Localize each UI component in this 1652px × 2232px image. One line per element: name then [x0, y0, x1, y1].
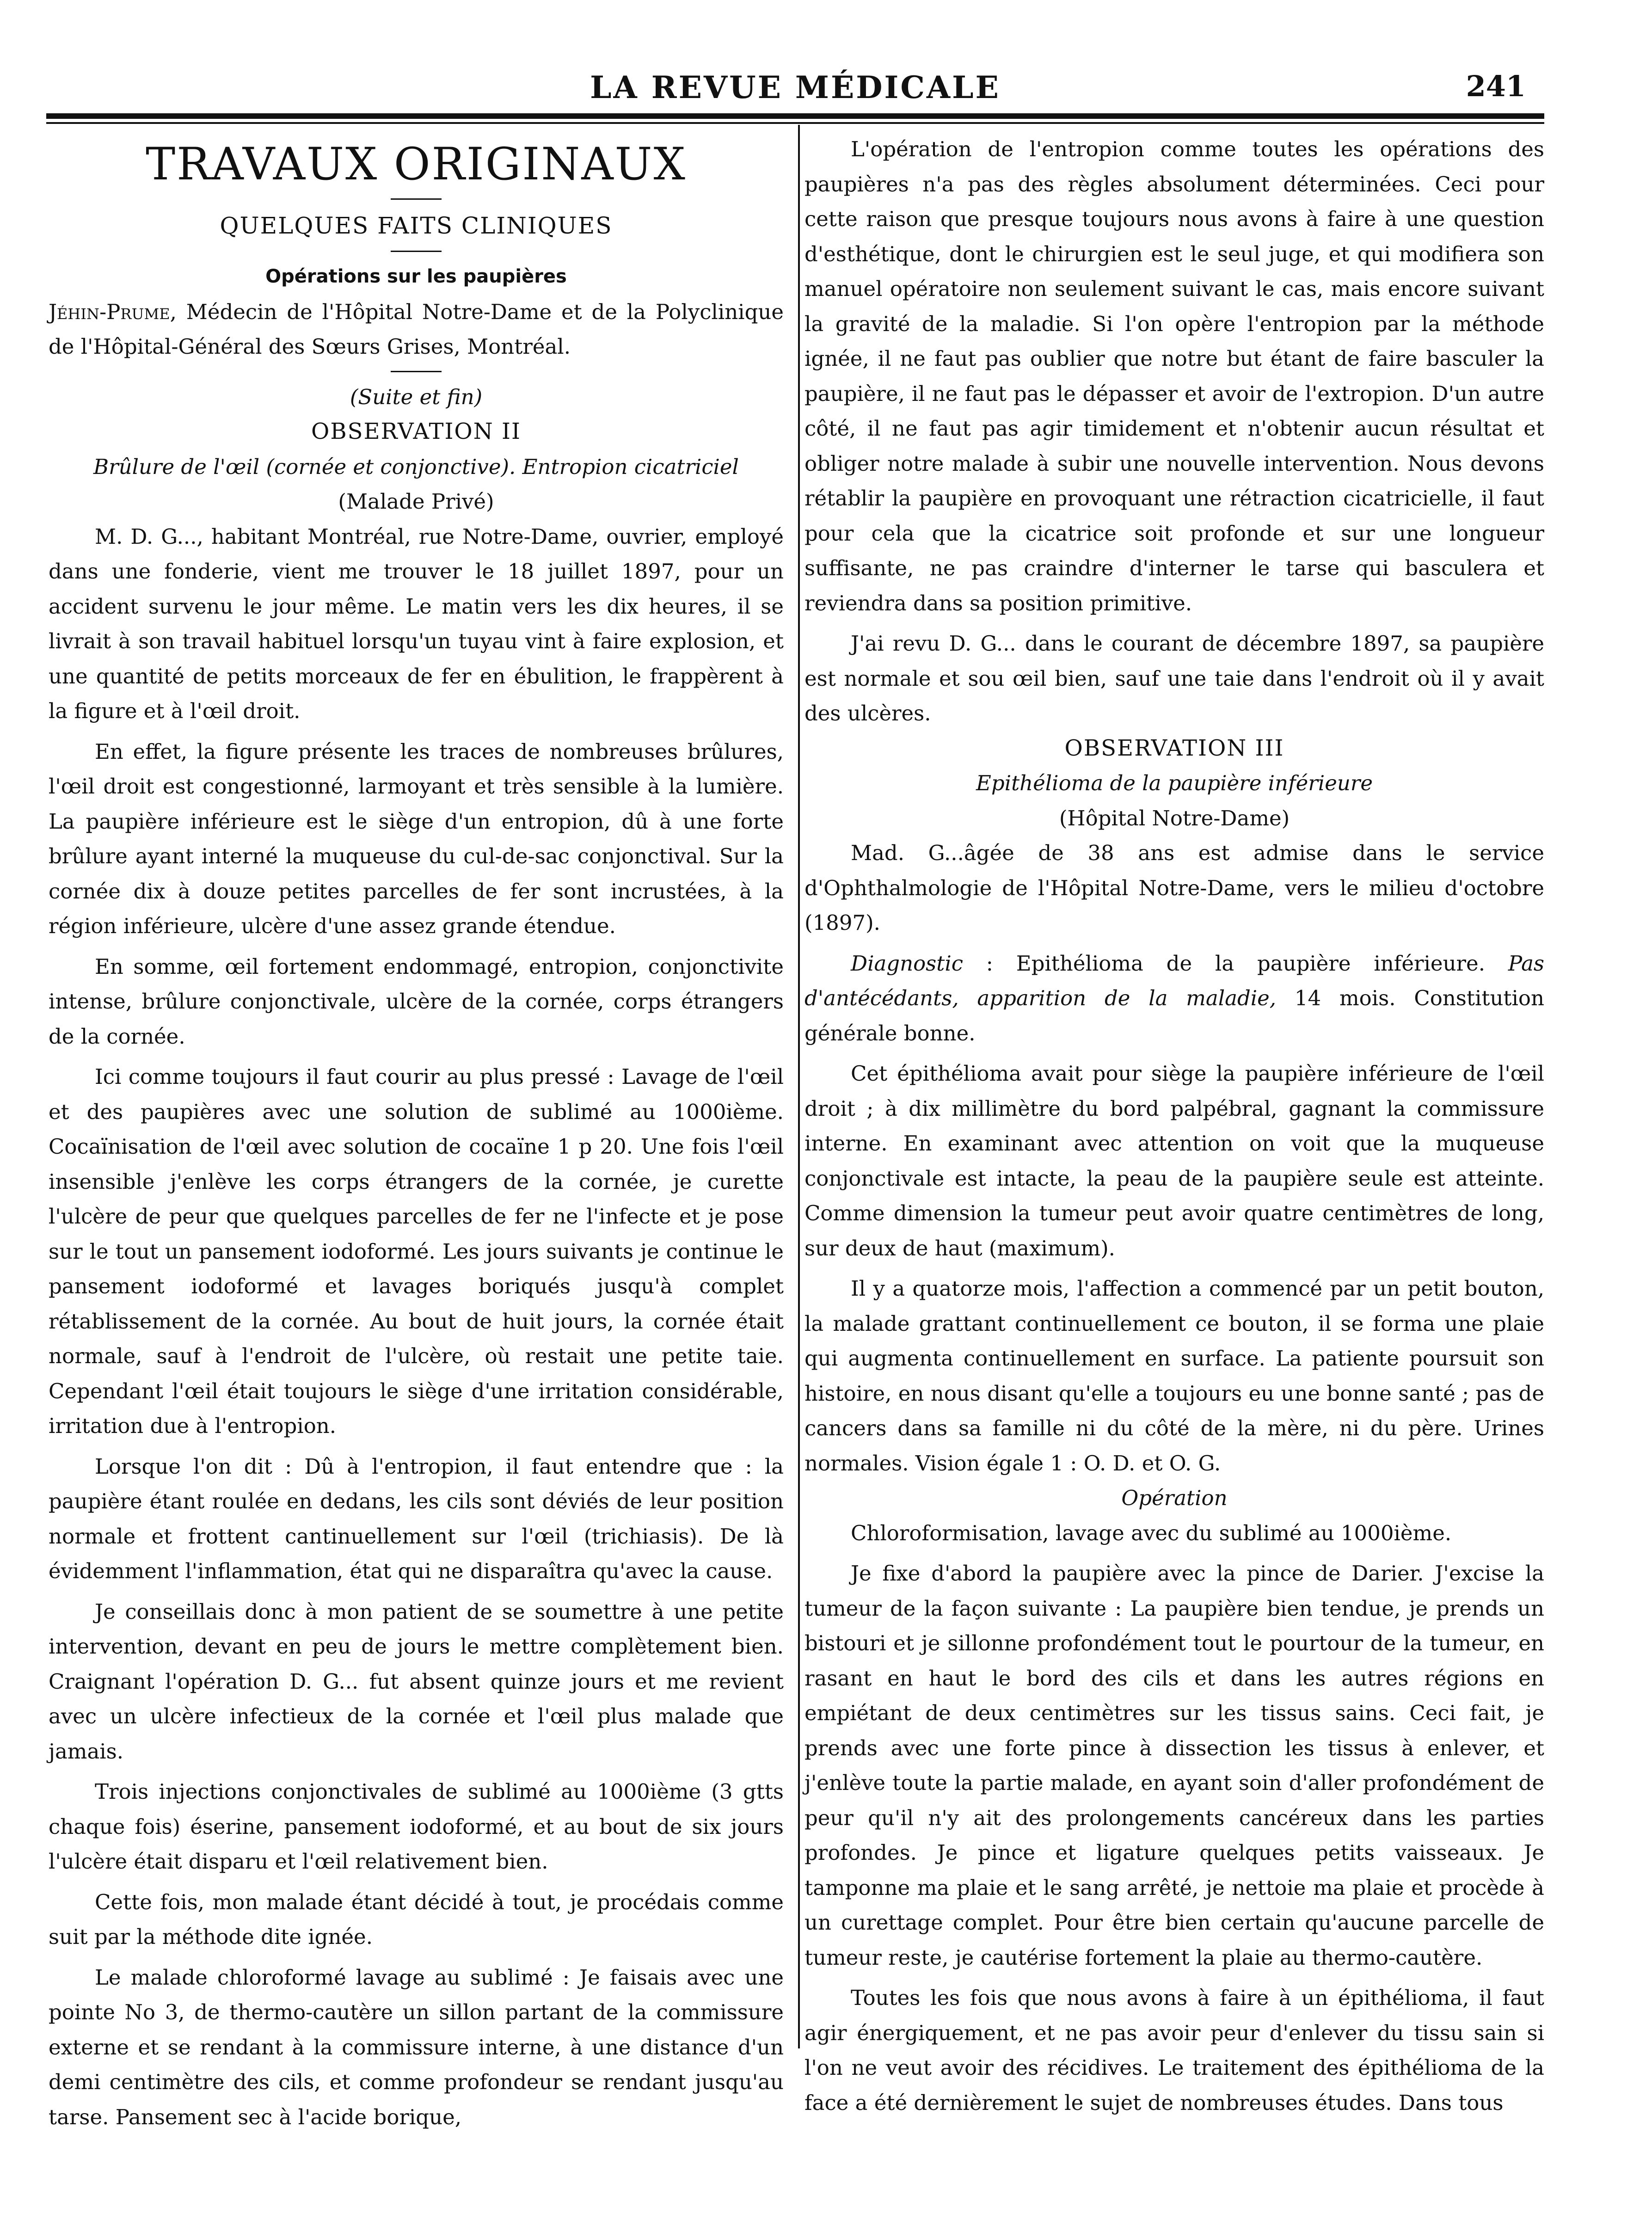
- observation-3-title: OBSERVATION III: [1064, 735, 1284, 761]
- observation-3-subtitle: Epithélioma de la paupière inférieure: [976, 771, 1373, 795]
- right-column: [805, 132, 1544, 2120]
- left-column: [49, 132, 784, 2134]
- author-rule: [391, 371, 442, 372]
- header-rule-thin: [46, 122, 1544, 124]
- page-header: [46, 69, 1544, 120]
- suite-note: (Suite et fin): [350, 384, 483, 409]
- paragraph: Il y a quatorze mois, l'affection a commencé par un petit bouton, la malade grattant continuellement ce bouton, il se forma une plaie qui augmenta continuellement en surface. La patiente poursuit son histoire, en nous disant qu'elle a toujours eu une bonne santé ; pas de cancers dans sa famille ni du côté de la mère, ni du père. Urines normales. Vision égale 1 : O. D. et O. G.: [805, 1276, 1544, 1476]
- title-rule: [391, 198, 442, 200]
- observation-2-patient: (Malade Privé): [338, 489, 494, 514]
- diagnostic-label: Diagnostic: [851, 951, 963, 976]
- paragraph: Cet épithélioma avait pour siège la paupière inférieure de l'œil droit ; à dix millimètre du bord palpébral, gagnant la commissure interne. En examinant avec attention on voit que la muqueuse conjonctivale est intacte, la peau de la paupière seule est atteinte. Comme dimension la tumeur peut avoir quatre centimètres de long, sur deux de haut (maximum).: [805, 1061, 1544, 1260]
- observation-2-title: OBSERVATION II: [311, 418, 521, 444]
- operation-heading: Opération: [1121, 1486, 1228, 1510]
- author-affiliation: , Médecin de l'Hôpital Notre-Dame et de la Polyclinique de l'Hôpital-Général des Sœurs Grises, Montréal.: [49, 299, 784, 359]
- paragraph: Lorsque l'on dit : Dû à l'entropion, il faut entendre que : la paupière étant roulée en dedans, les cils sont déviés de leur position normale et frottent cantinuellement sur l'œil (trichiasis). De là évidemment l'inflammation, état qui ne disparaîtra qu'avec la cause.: [49, 1454, 784, 1583]
- article-subtitle: QUELQUES FAITS CLINIQUES: [220, 212, 613, 239]
- author-line: [49, 295, 784, 364]
- journal-title: LA REVUE MÉDICALE: [590, 69, 1001, 105]
- paragraph: Mad. G...âgée de 38 ans est admise dans le service d'Ophthalmologie de l'Hôpital Notre-Dame, vers le milieu d'octobre (1897).: [805, 841, 1544, 935]
- observation-3-patient: (Hôpital Notre-Dame): [1059, 805, 1290, 830]
- paragraph: M. D. G..., habitant Montréal, rue Notre-Dame, ouvrier, employé dans une fonderie, vient me trouver le 18 juillet 1897, pour un accident survenu le jour même. Le matin vers les dix heures, il se livrait à son travail habituel lorsqu'un tuyau vint à faire explosion, et une quantité de petits morceaux de fer en ébulition, le frappèrent à la figure et à l'œil droit.: [49, 524, 784, 723]
- paragraph: Cette fois, mon malade étant décidé à tout, je procédais comme suit par la méthode dite ignée.: [49, 1889, 784, 1949]
- diagnostic-rest: 14 mois. Constitution générale bonne.: [805, 986, 1544, 1045]
- paragraph: En somme, œil fortement endommagé, entropion, conjonctivite intense, brûlure conjonctivale, ulcère de la cornée, corps étrangers de la cornée.: [49, 954, 784, 1049]
- paragraph: J'ai revu D. G... dans le courant de décembre 1897, sa paupière est normale et sou œil bien, sauf une taie dans l'endroit où il y avait des ulcères.: [805, 631, 1544, 726]
- section-title: TRAVAUX ORIGINAUX: [146, 138, 687, 190]
- paragraph: Ici comme toujours il faut courir au plus pressé : Lavage de l'œil et des paupières avec une solution de sublimé au 1000ième. Cocaïnisation de l'œil avec solution de cocaïne 1 p 20. Une fois l'œil insensible j'enlève les corps étrangers de la cornée, je curette l'ulcère de peur que quelques parcelles de fer ne l'infecte et je pose sur le tout un pansement iodoformé. Les jours suivants je continue le pansement iodoformé et lavages boriqués jusqu'à complet rétablissement de la cornée. Au bout de huit jours, la cornée était normale, sauf à l'endroit de l'ulcère, où restait une petite taie. Cependant l'œil était toujours le siège d'une irritation considérable, irritation due à l'entropion.: [49, 1064, 784, 1438]
- author-name: Jéhin-Prume: [49, 299, 170, 324]
- paragraph: L'opération de l'entropion comme toutes les opérations des paupières n'a pas des règles absolument déterminées. Ceci pour cette raison que presque toujours nous avons à faire à une question d'esthétique, dont le chirurgien est le seul juge, et qui modifiera son manuel opératoire non seulement suivant le cas, mais encore suivant la gravité de la maladie. Si l'on opère l'entropion par la méthode ignée, il ne faut pas oublier que notre but étant de faire basculer la paupière, il ne faut pas le dépasser et avoir de l'extropion. D'un autre côté, il ne faut pas agir timidement et n'obtenir aucun résultat et obliger notre malade à subir une nouvelle intervention. Nous devons rétablir la paupière en provoquant une rétraction cicatricielle, il faut pour cela que la cicatrice soit profonde et sur une longueur suffisante, ne pas craindre d'interner le tarse qui basculera et reviendra dans sa position primitive.: [805, 137, 1544, 615]
- column-divider: [798, 125, 800, 2048]
- paragraph: Chloroformisation, lavage avec du sublimé au 1000ième.: [851, 1520, 1452, 1545]
- diagnostic-text: : Epithélioma de la paupière inférieure.: [963, 951, 1508, 976]
- observation-2-subtitle: Brûlure de l'œil (cornée et conjonctive). Entropion cicatriciel: [93, 454, 739, 479]
- paragraph: Je conseillais donc à mon patient de se soumettre à une petite intervention, devant en peu de jours le mettre complètement bien. Craignant l'opération D. G... fut absent quinze jours et me revient avec un ulcère infectieux de la cornée et l'œil plus malade que jamais.: [49, 1599, 784, 1764]
- paragraph: Trois injections conjonctivales de sublimé au 1000ième (3 gtts chaque fois) éserine, pansement iodoformé, et au bout de six jours l'ulcère était disparu et l'œil relativement bien.: [49, 1779, 784, 1874]
- paragraph: Le malade chloroformé lavage au sublimé : Je faisais avec une pointe No 3, de thermo-cautère un sillon partant de la commissure externe et se rendant à la commissure interne, à une distance d'un demi centimètre des cils, et comme profondeur se rendant jusqu'au tarse. Pansement sec à l'acide borique,: [49, 1965, 784, 2129]
- paragraph: Je fixe d'abord la paupière avec la pince de Darier. J'excise la tumeur de la façon suivante : La paupière bien tendue, je prends un bistouri et je sillonne profondément tout le pourtour de la tumeur, en rasant en haut le bord des cils et dans les autres régions en empiétant de deux centimètres sur les tissus sains. Ceci fait, je prends avec une forte pince à dissection les tissus à enlever, et j'enlève toute la partie malade, en ayant soin d'aller profondément de peur qu'il n'y ait des prolongements cancéreux dans les parties profondes. Je pince et ligature quelques petits vaisseaux. Je tamponne ma plaie et le sang arrêté, je nettoie ma plaie et procède à un curettage complet. Pour être bien certain qu'aucune parcelle de tumeur reste, je cautérise fortement la plaie au thermo-cautère.: [805, 1561, 1544, 1970]
- article-topic: Opérations sur les paupières: [265, 266, 567, 287]
- page-number: 241: [1466, 69, 1526, 103]
- paragraph: En effet, la figure présente les traces de nombreuses brûlures, l'œil droit est congestionné, larmoyant et très sensible à la lumière. La paupière inférieure est le siège d'un entropion, dû à une forte brûlure ayant interné la muqueuse du cul-de-sac conjonctival. Sur la cornée dix à douze petites parcelles de fer sont incrustées, à la région inférieure, ulcère d'une assez grande étendue.: [49, 739, 784, 938]
- header-rule-thick: [46, 113, 1544, 119]
- subtitle-rule: [391, 251, 442, 252]
- paragraph: Toutes les fois que nous avons à faire à un épithélioma, il faut agir énergiquement, et ne pas avoir peur d'enlever du tissu sain si l'on ne veut avoir des récidives. Le traitement des épithélioma de la face a été dernièrement le sujet de nombreuses études. Dans tous: [805, 1986, 1544, 2115]
- diagnostic-italic: Pas d'antécédants, apparition de la maladie,: [805, 951, 1544, 1010]
- diagnostic-paragraph: [805, 946, 1544, 1051]
